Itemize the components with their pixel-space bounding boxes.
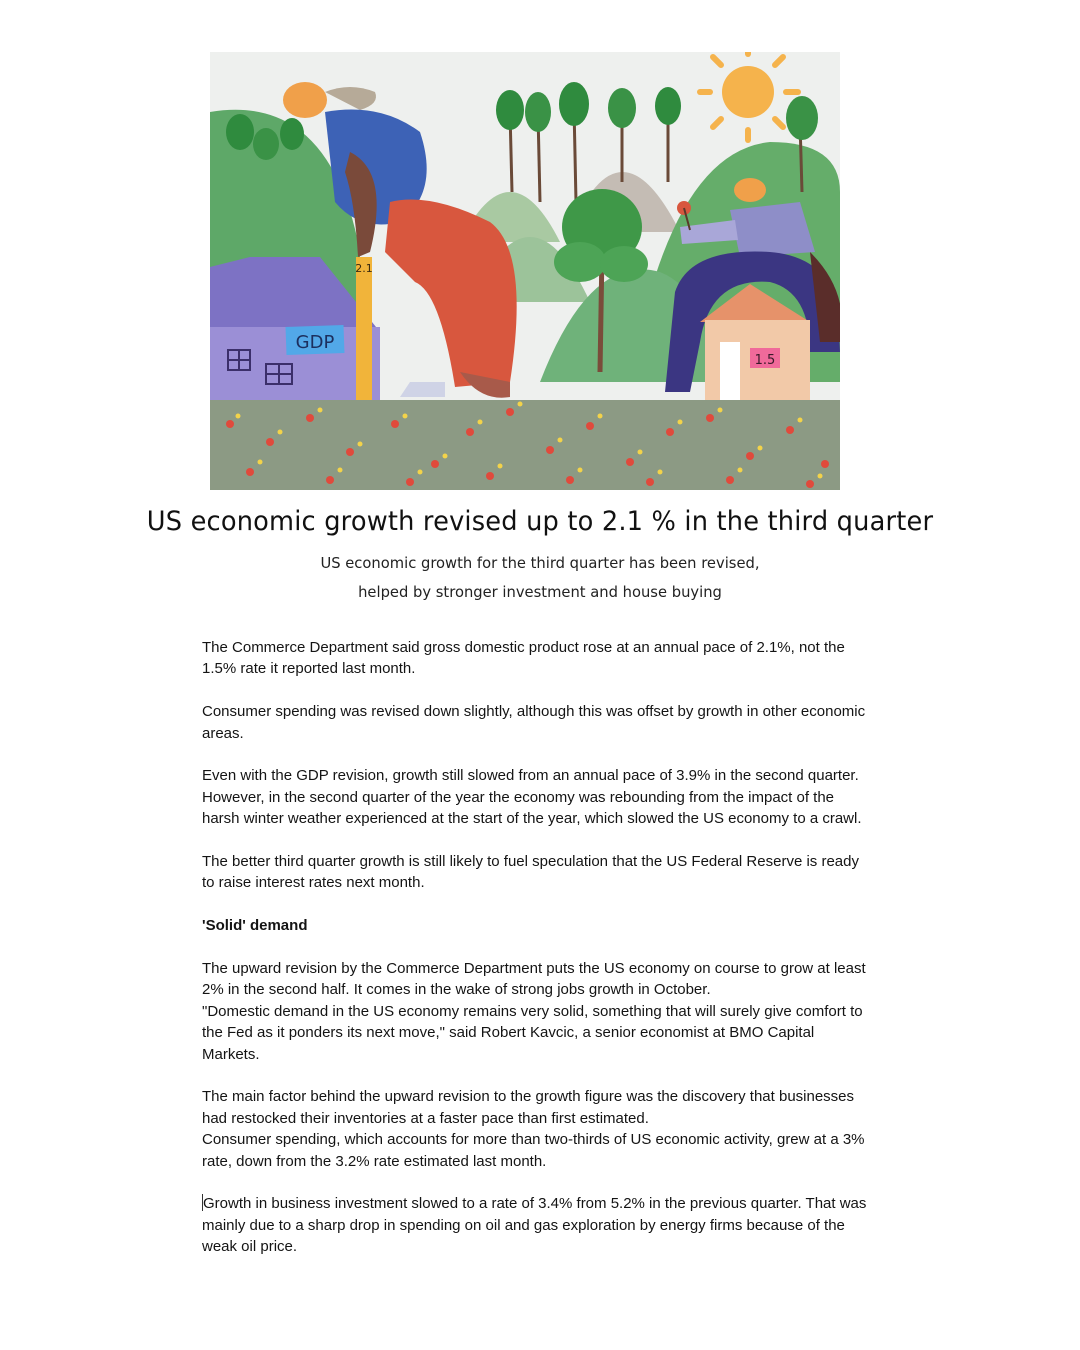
paragraph-3: Even with the GDP revision, growth still slowed from an annual pace of 3.9% in the second quarter. However, in the second quarter of the year the economy was rebounding from the impact of the harsh winter weather experienced at the start of the year, which slowed the US economy to a crawl. — [202, 767, 862, 828]
article-subheadline — [27, 549, 1053, 607]
paragraph-6: The main factor behind the upward revision to the growth figure was the discovery that businesses had restocked their inventories at a faster pace than first estimated. Consumer spending, which accounts for more than two-thirds of US economic activity, grew at a 3% rate, down from the 3.2% rate estimated last month. — [202, 1088, 865, 1170]
article-body — [202, 637, 874, 1258]
pole-label: 2.1 — [355, 262, 373, 275]
subhead-line-1: US economic growth for the third quarter has been revised, — [320, 554, 760, 572]
watercolor-illustration — [210, 52, 840, 490]
measuring-pole — [355, 257, 373, 415]
gdp-sign — [286, 325, 345, 355]
paragraph-4: The better third quarter growth is still likely to fuel speculation that the US Federal Reserve is ready to raise interest rates next month. — [202, 853, 859, 892]
illustration-svg — [210, 52, 840, 490]
rate-label: 1.5 — [754, 353, 776, 368]
article-headline: US economic growth revised up to 2.1 % in the third quarter — [146, 506, 934, 537]
section-heading: 'Solid' demand — [202, 917, 308, 935]
flower-field — [210, 400, 840, 490]
gdp-label: GDP — [295, 332, 335, 353]
subhead-line-2: helped by stronger investment and house buying — [358, 583, 722, 601]
paragraph-2: Consumer spending was revised down slightly, although this was offset by growth in other economic areas. — [202, 703, 866, 742]
paragraph-1: The Commerce Department said gross domestic product rose at an annual pace of 2.1%, not the 1.5% rate it reported last month. — [202, 639, 845, 678]
paragraph-7-text: Growth in business investment slowed to a rate of 3.4% from 5.2% in the previous quarter. That was mainly due to a sharp drop in spending on oil and gas exploration by energy firms because of the weak oil price. — [202, 1195, 867, 1256]
paragraph-7[interactable] — [202, 1193, 874, 1257]
paragraph-5: The upward revision by the Commerce Department puts the US economy on course to grow at least 2% in the second half. It comes in the wake of strong jobs growth in October. "Domestic demand in the US economy remains very solid, something that will surely give comfort to the Fed as it ponders its next move," said Robert Kavcic, a senior economist at BMO Capital Markets. — [202, 960, 866, 1063]
